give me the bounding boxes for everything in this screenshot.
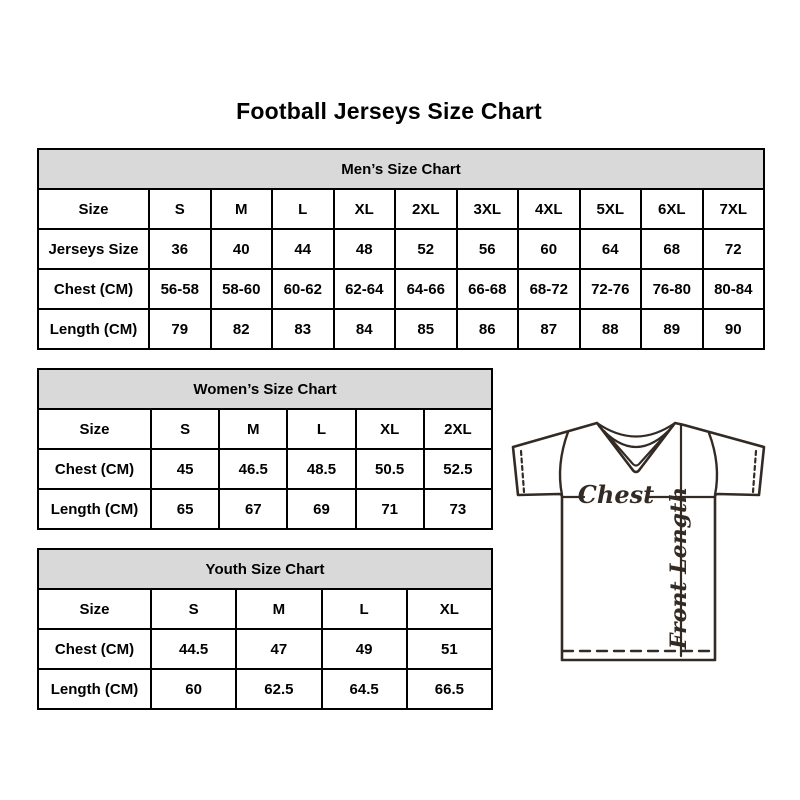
youth-table-title: Youth Size Chart <box>38 549 492 589</box>
table-cell: 80-84 <box>703 269 765 309</box>
table-row <box>38 189 764 229</box>
table-cell: 56 <box>457 229 519 269</box>
table-cell: 82 <box>211 309 273 349</box>
table-title-row <box>38 549 492 589</box>
row-header-cell: Length (CM) <box>38 669 151 709</box>
table-cell: 49 <box>322 629 407 669</box>
table-row <box>38 489 492 529</box>
table-cell: 47 <box>236 629 321 669</box>
table-cell: 66-68 <box>457 269 519 309</box>
table-cell: 90 <box>703 309 765 349</box>
table-cell: 72 <box>703 229 765 269</box>
table-cell: 68-72 <box>518 269 580 309</box>
table-row <box>38 309 764 349</box>
jersey-outline-shape <box>513 423 764 660</box>
row-header-cell: Jerseys Size <box>38 229 149 269</box>
table-cell: 60 <box>151 669 236 709</box>
youth-size-table <box>37 548 493 710</box>
table-cell: 86 <box>457 309 519 349</box>
table-cell: 88 <box>580 309 642 349</box>
table-cell: 56-58 <box>149 269 211 309</box>
table-row <box>38 669 492 709</box>
row-header-cell: Chest (CM) <box>38 629 151 669</box>
table-cell: 3XL <box>457 189 519 229</box>
page-title: Football Jerseys Size Chart <box>236 98 542 124</box>
table-cell: XL <box>334 189 396 229</box>
table-cell: L <box>272 189 334 229</box>
table-cell: 44 <box>272 229 334 269</box>
table-cell: 36 <box>149 229 211 269</box>
table-cell: 64 <box>580 229 642 269</box>
table-row <box>38 269 764 309</box>
table-row <box>38 589 492 629</box>
table-cell: 40 <box>211 229 273 269</box>
front-length-label: Front Length <box>666 486 692 650</box>
row-header-cell: Size <box>38 189 149 229</box>
table-row <box>38 229 764 269</box>
table-cell: 4XL <box>518 189 580 229</box>
table-cell: 2XL <box>395 189 457 229</box>
table-cell: 50.5 <box>356 449 424 489</box>
table-cell: 62.5 <box>236 669 321 709</box>
table-cell: 46.5 <box>219 449 287 489</box>
table-cell: 65 <box>151 489 219 529</box>
table-title-row <box>38 149 764 189</box>
table-cell: 6XL <box>641 189 703 229</box>
row-header-cell: Size <box>38 409 151 449</box>
table-cell: 68 <box>641 229 703 269</box>
table-cell: M <box>219 409 287 449</box>
table-cell: 62-64 <box>334 269 396 309</box>
table-cell: 58-60 <box>211 269 273 309</box>
table-cell: 45 <box>151 449 219 489</box>
table-cell: 69 <box>287 489 355 529</box>
table-cell: 67 <box>219 489 287 529</box>
table-cell: 7XL <box>703 189 765 229</box>
table-cell: 64.5 <box>322 669 407 709</box>
row-header-cell: Length (CM) <box>38 309 149 349</box>
table-cell: 44.5 <box>151 629 236 669</box>
table-cell: 5XL <box>580 189 642 229</box>
table-cell: 64-66 <box>395 269 457 309</box>
table-row <box>38 449 492 489</box>
table-cell: XL <box>407 589 492 629</box>
row-header-cell: Chest (CM) <box>38 449 151 489</box>
row-header-cell: Chest (CM) <box>38 269 149 309</box>
table-cell: 52.5 <box>424 449 492 489</box>
table-cell: 48.5 <box>287 449 355 489</box>
row-header-cell: Size <box>38 589 151 629</box>
table-cell: 84 <box>334 309 396 349</box>
table-cell: 48 <box>334 229 396 269</box>
table-cell: S <box>151 409 219 449</box>
jersey-measurement-diagram <box>500 400 780 680</box>
table-cell: 79 <box>149 309 211 349</box>
table-row <box>38 409 492 449</box>
mens-size-table <box>37 148 765 350</box>
table-cell: 85 <box>395 309 457 349</box>
table-cell: 60 <box>518 229 580 269</box>
table-cell: 52 <box>395 229 457 269</box>
table-cell: XL <box>356 409 424 449</box>
table-cell: 83 <box>272 309 334 349</box>
table-cell: S <box>151 589 236 629</box>
chest-label: Chest <box>577 480 655 509</box>
table-title-row <box>38 369 492 409</box>
table-cell: L <box>287 409 355 449</box>
table-row <box>38 629 492 669</box>
table-cell: 73 <box>424 489 492 529</box>
table-cell: M <box>211 189 273 229</box>
table-cell: 51 <box>407 629 492 669</box>
table-cell: M <box>236 589 321 629</box>
table-cell: 76-80 <box>641 269 703 309</box>
table-cell: L <box>322 589 407 629</box>
table-cell: 60-62 <box>272 269 334 309</box>
table-cell: 71 <box>356 489 424 529</box>
table-cell: 72-76 <box>580 269 642 309</box>
table-cell: 89 <box>641 309 703 349</box>
mens-table-title: Men’s Size Chart <box>38 149 764 189</box>
table-cell: 2XL <box>424 409 492 449</box>
womens-size-table <box>37 368 493 530</box>
row-header-cell: Length (CM) <box>38 489 151 529</box>
table-cell: 87 <box>518 309 580 349</box>
table-cell: S <box>149 189 211 229</box>
womens-table-title: Women’s Size Chart <box>38 369 492 409</box>
table-cell: 66.5 <box>407 669 492 709</box>
